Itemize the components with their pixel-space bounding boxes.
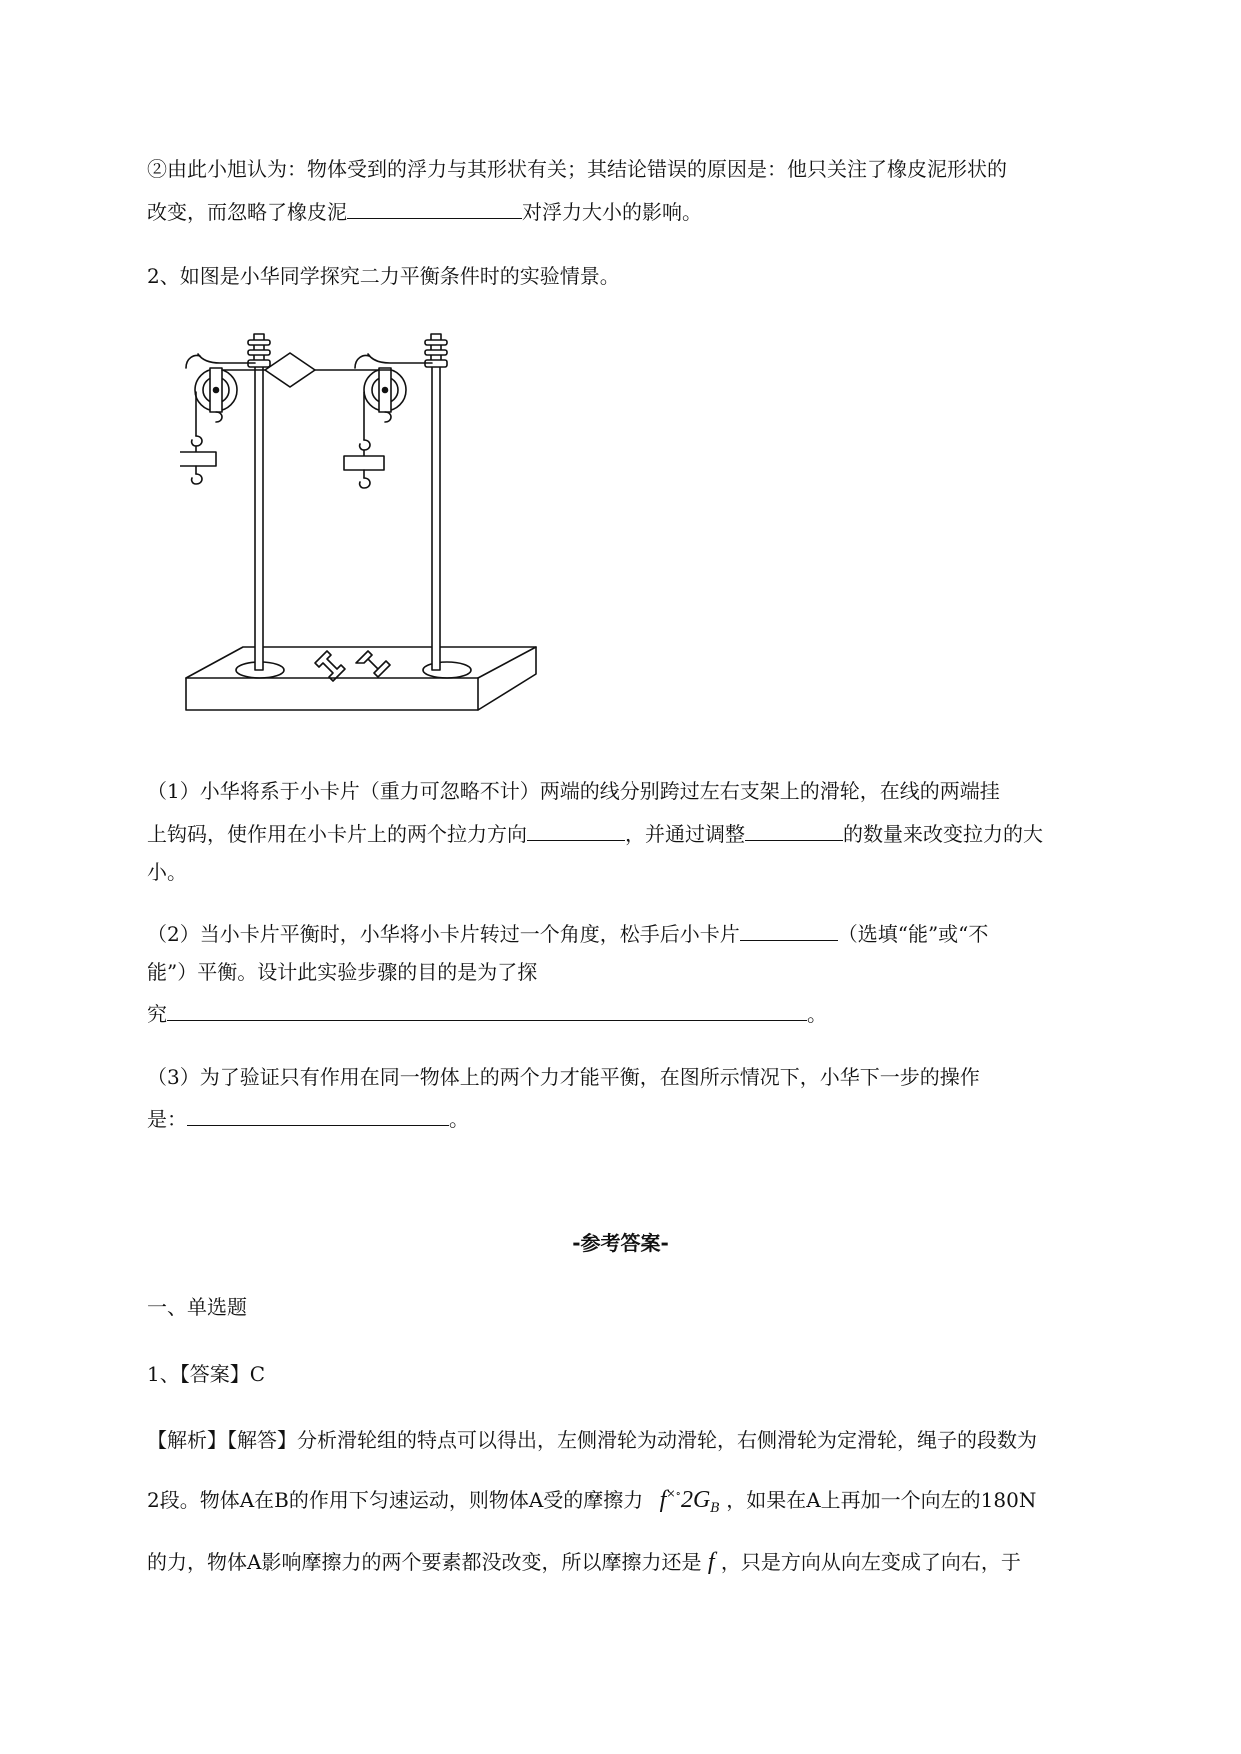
answers-heading: -参考答案- — [572, 1231, 669, 1255]
left-support-rod — [248, 334, 270, 670]
q2-p2-line2-text: 能”）平衡。设计此实验步骤的目的是为了探 — [147, 960, 538, 984]
analysis-line3-f: f — [707, 1549, 715, 1575]
answer-blank[interactable] — [187, 1103, 449, 1126]
q2-p2-line3-a: 究 — [147, 1002, 167, 1026]
analysis-line2-a: 2段。物体A在B的作用下匀速运动，则物体A受的摩擦力 — [147, 1488, 644, 1512]
q2-p1-line2-c: 的数量来改变拉力的大 — [843, 822, 1043, 846]
answer-item-1-text: 1、【答案】C — [147, 1362, 266, 1386]
q1-part2-line1 — [147, 155, 1007, 183]
q2-p2-line1-b: （选填“能”或“不 — [837, 922, 989, 946]
left-hook-weight — [180, 436, 216, 484]
answers-section — [147, 1293, 247, 1321]
q2-p3-line2-b: 。 — [449, 1107, 469, 1131]
q2-p1-line3-text: 小。 — [147, 860, 187, 884]
analysis-line2 — [147, 1480, 1036, 1523]
q2-p1-line2-b: ，并通过调整 — [625, 822, 745, 846]
q2-p1-line1 — [147, 777, 1000, 805]
q2-p1-line2 — [147, 818, 1043, 848]
right-hook-weight — [344, 440, 384, 488]
q2-p2-line3-b: 。 — [807, 1002, 827, 1026]
base-board — [186, 647, 536, 710]
analysis-line1-text: 【解析】【解答】分析滑轮组的特点可以得出，左侧滑轮为动滑轮，右侧滑轮为定滑轮，绳子的段数为 — [147, 1428, 1037, 1452]
small-card — [265, 353, 315, 387]
q2-p2-line1-a: （2）当小卡片平衡时，小华将小卡片转过一个角度，松手后小卡片 — [147, 922, 740, 946]
q2-title-text: 2、如图是小华同学探究二力平衡条件时的实验情景。 — [147, 264, 620, 288]
analysis-line2-b: ，如果在A上再加一个向左的180N — [726, 1488, 1037, 1512]
formula-f: f — [659, 1487, 667, 1513]
answers-section-text: 一、单选题 — [147, 1295, 247, 1319]
q2-p1-line3 — [147, 858, 187, 886]
q1-part2-line2-before: 改变，而忽略了橡皮泥 — [147, 200, 347, 224]
friction-formula — [650, 1487, 727, 1516]
analysis-line3-b: ，只是方向从向左变成了向右，于 — [720, 1550, 1021, 1574]
q2-p3-line2-a: 是： — [147, 1107, 187, 1131]
analysis-line1 — [147, 1426, 1037, 1454]
q2-p2-line2 — [147, 958, 537, 986]
analysis-line3-a: 的力，物体A影响摩擦力的两个要素都没改变，所以摩擦力还是 — [147, 1550, 702, 1574]
q2-p3-line2 — [147, 1103, 469, 1133]
right-support-rod — [425, 334, 447, 670]
q1-part2-line2 — [147, 196, 702, 226]
q2-p2-line3 — [147, 998, 827, 1028]
answer-blank[interactable] — [745, 818, 843, 841]
q1-part2-line2-after: 对浮力大小的影响。 — [522, 200, 702, 224]
analysis-line3 — [147, 1548, 1021, 1576]
answer-blank[interactable] — [347, 196, 522, 219]
formula-symbol: ×∘ — [666, 1487, 681, 1500]
q2-p1-line1-text: （1）小华将系于小卡片（重力可忽略不计）两端的线分别跨过左右支架上的滑轮，在线的两端挂 — [147, 779, 1000, 803]
answer-item-1 — [147, 1360, 265, 1388]
left-pulley — [186, 356, 237, 413]
balance-apparatus-figure — [180, 330, 550, 725]
q2-p1-line2-a: 上钩码，使作用在小卡片上的两个拉力方向 — [147, 822, 527, 846]
formula-mid: 2G — [680, 1487, 711, 1513]
q2-p2-line1 — [147, 918, 988, 948]
q1-part2-line1-text: ②由此小旭认为：物体受到的浮力与其形状有关；其结论错误的原因是：他只关注了橡皮泥形状的 — [147, 157, 1007, 181]
answer-blank[interactable] — [740, 918, 838, 941]
q2-title — [147, 262, 620, 290]
answer-blank[interactable] — [167, 998, 807, 1021]
q2-p3-line1-text: （3）为了验证只有作用在同一物体上的两个力才能平衡，在图所示情况下，小华下一步的操作 — [147, 1065, 980, 1089]
right-pulley — [355, 356, 406, 413]
answer-blank[interactable] — [527, 818, 625, 841]
q2-p3-line1 — [147, 1063, 980, 1091]
formula-sub: B — [710, 1501, 720, 1516]
